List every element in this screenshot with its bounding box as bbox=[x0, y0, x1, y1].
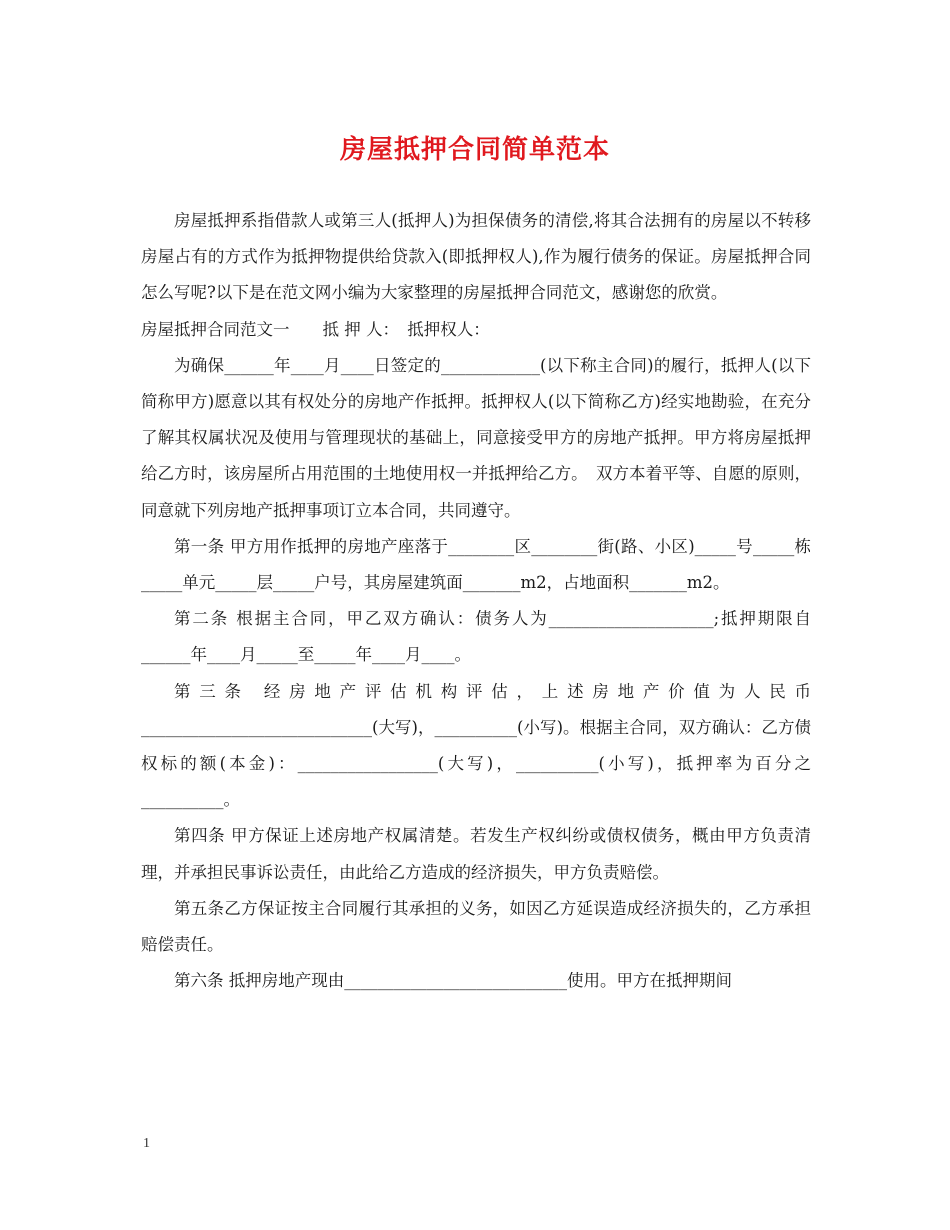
article-5-paragraph: 第五条乙方保证按主合同履行其承担的义务，如因乙方延误造成经济损失的，乙方承担赔偿责任。 bbox=[141, 898, 811, 955]
article-6-paragraph: 第六条 抵押房地产现由___________________________使用。甲方在抵押期间 bbox=[174, 971, 732, 991]
preamble-paragraph: 为确保______年____月____日签定的____________(以下称主合同)的履行，抵押人(以下简称甲方)愿意以其有权处分的房地产作抵押。抵押权人(以下简称乙方)经实地勘验，在充分了解其权属状况及使用与管理现状的基础上，同意接受甲方的房地产抵押。甲方将房屋抵押给乙方时，该房屋所占用范围的土地使用权一并抵押给乙方。 双方本着平等、自愿的原则，同意就下列房地产抵押事项订立本合同，共同遵守。 bbox=[141, 355, 811, 520]
document-title: 房屋抵押合同简单范本 bbox=[339, 135, 610, 165]
intro-paragraph: 房屋抵押系指借款人或第三人(抵押人)为担保债务的清偿,将其合法拥有的房屋以不转移房屋占有的方式作为抵押物提供给贷款入(即抵押权人),作为履行债务的保证。房屋抵押合同怎么写呢?以下是在范文网小编为大家整理的房屋抵押合同范文，感谢您的欣赏。 bbox=[141, 211, 811, 303]
contract-heading-line: 房屋抵押合同范文一 抵 押 人： 抵押权人： bbox=[141, 319, 490, 339]
article-4-paragraph: 第四条 甲方保证上述房地产权属清楚。若发生产权纠纷或债权债务，概由甲方负责清理，并承担民事诉讼责任，由此给乙方造成的经济损失，甲方负责赔偿。 bbox=[141, 826, 811, 882]
document-body bbox=[141, 203, 811, 999]
article-3-paragraph: 第三条 经房地产评估机构评估，上述房地产价值为人民币____________________________(大写)，__________(小写)。根据主合同，双方确认：乙方债权标的额(本金)：_________________(大写)，__________(小写)，抵押率为百分之__________。 bbox=[141, 681, 811, 810]
article-2-paragraph: 第二条 根据主合同，甲乙双方确认：债务人为____________________;抵押期限自______年____月_____至_____年____月____。 bbox=[141, 609, 811, 665]
article-1-paragraph: 第一条 甲方用作抵押的房地产座落于________区________街(路、小区)_____号_____栋_____单元_____层_____户号，其房屋建筑面_______m2，占地面积_______m2。 bbox=[141, 536, 811, 593]
page-number: 1 bbox=[143, 1136, 150, 1151]
